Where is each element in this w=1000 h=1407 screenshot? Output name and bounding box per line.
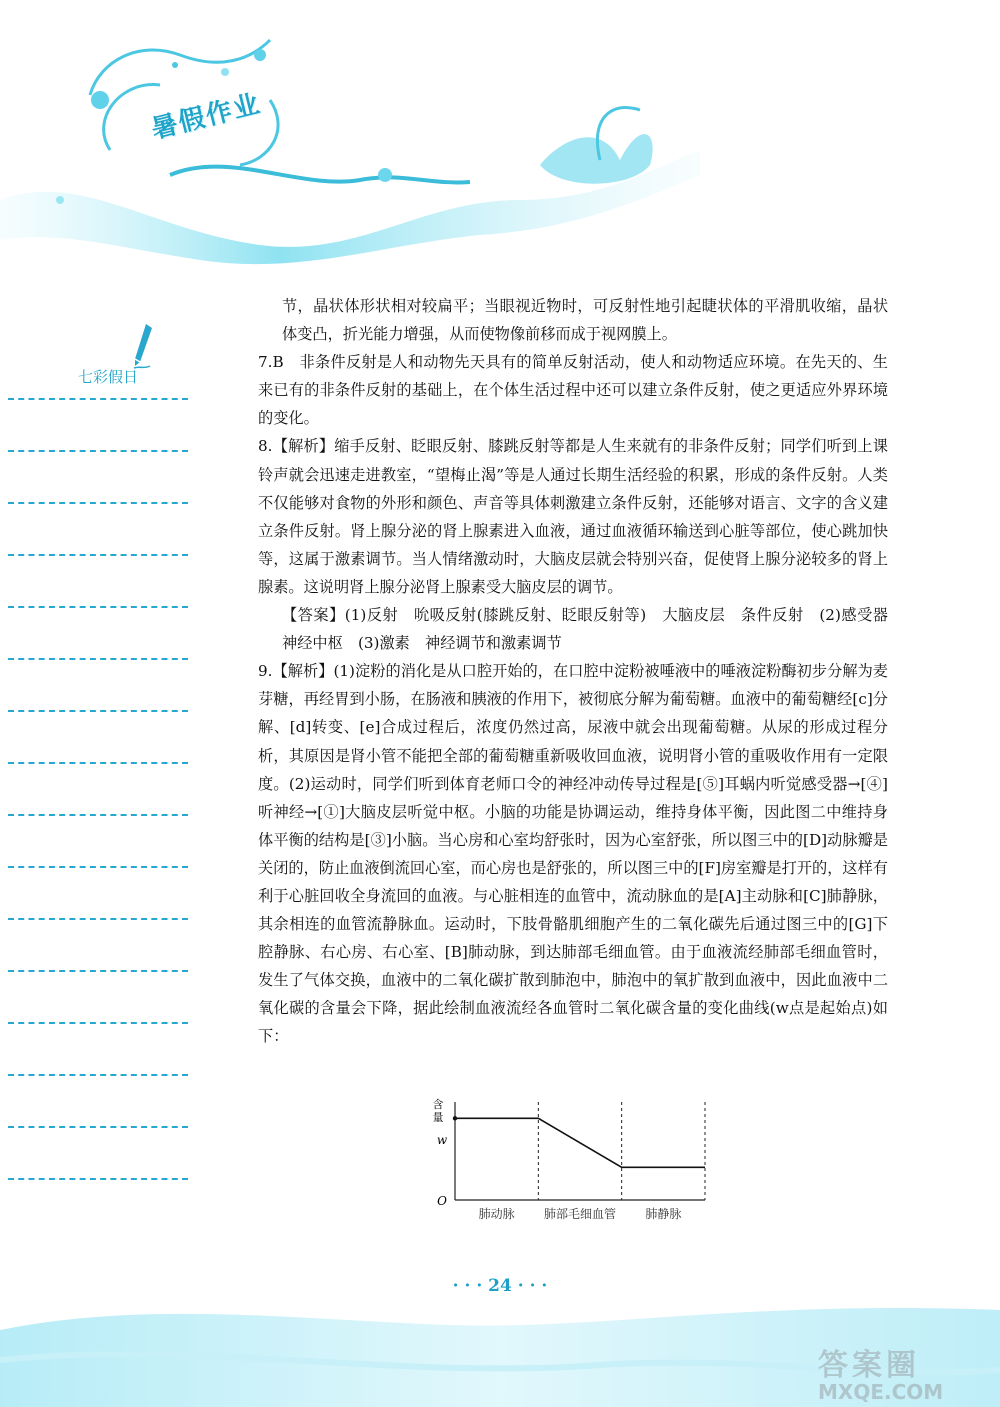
note-line bbox=[8, 970, 188, 972]
page-dots-left: · · · bbox=[452, 1276, 483, 1296]
header-decoration bbox=[0, 0, 1000, 270]
x-category-label: 肺静脉 bbox=[645, 1207, 682, 1221]
note-line bbox=[8, 918, 188, 920]
note-line bbox=[8, 814, 188, 816]
origin-label: O bbox=[437, 1194, 447, 1208]
header-title: 暑假作业 bbox=[148, 88, 265, 146]
watermark-logo bbox=[818, 1340, 988, 1402]
watermark-top: 答案圈 bbox=[818, 1348, 920, 1383]
note-line bbox=[8, 1022, 188, 1024]
y-axis-label: 含 bbox=[432, 1098, 444, 1111]
x-category-label: 肺动脉 bbox=[478, 1207, 515, 1221]
x-category-label: 肺部毛细血管 bbox=[543, 1207, 617, 1221]
note-line bbox=[8, 710, 188, 712]
co2-curve bbox=[455, 1118, 705, 1167]
note-line bbox=[8, 866, 188, 868]
note-line bbox=[8, 658, 188, 660]
paragraph-continuation: 节，晶状体形状相对较扁平；当眼视近物时，可反射性地引起睫状体的平滑肌收缩，晶状体变凸，折光能力增强，从而使物像前移而成于视网膜上。 bbox=[282, 297, 888, 344]
graph-axes bbox=[455, 1102, 705, 1200]
page-dots-right: · · · bbox=[517, 1276, 548, 1296]
start-point-w bbox=[453, 1116, 457, 1120]
page-number: 24 bbox=[488, 1276, 512, 1296]
paragraph-answer-8-key: 【答案】(1)反射 吮吸反射(膝跳反射、眨眼反射等) 大脑皮层 条件反射 (2)感受器 神经中枢 (3)激素 神经调节和激素调节 bbox=[282, 606, 904, 653]
note-line bbox=[8, 606, 188, 608]
paragraph-answer-9-analysis: 9.【解析】(1)淀粉的消化是从口腔开始的，在口腔中淀粉被唾液中的唾液淀粉酶初步分解为麦芽糖，再经胃到小肠，在肠液和胰液的作用下，被彻底分解为葡萄糖。血液中的葡萄糖经[c]分解、[d]转变、[e]合成过程后，浓度仍然过高，尿液中就会出现葡萄糖。从尿的形成过程分析，其原因是肾小管不能把全部的葡萄糖重新吸收回血液，说明肾小管的重吸收作用有一定限度。(2)运动时，同学们听到体育老师口令的神经冲动传导过程是[⑤]耳蜗内听觉感受器→[④]听神经→[①]大脑皮层听觉中枢。小脑的功能是协调运动，维持身体平衡，因此图二中维持身体平衡的结构是[③]小脑。当心房和心室均舒张时，因为心室舒张，所以图三中的[D]动脉瓣是关闭的，防止血液倒流回心室，而心房也是舒张的，所以图三中的[F]房室瓣是打开的，这样有利于心脏回收全身流回的血液。与心脏相连的血管中，流动脉血的是[A]主动脉和[C]肺静脉，其余相连的血管流静脉血。运动时，下肢骨骼肌细胞产生的二氧化碳先后通过图三中的[G]下腔静脉、右心房、右心室、[B]肺动脉，到达肺部毛细血管。由于血液流经肺部毛细血管时，发生了气体交换，血液中的二氧化碳扩散到肺泡中，肺泡中的氧扩散到血液中，因此血液中二氧化碳的含量会下降，据此绘制血液流经各血管时二氧化碳含量的变化曲线(w点是起始点)如下： bbox=[258, 662, 888, 1046]
graph-xlabels bbox=[479, 1206, 682, 1221]
answer-text bbox=[258, 292, 904, 1051]
paragraph-answer-7: 7.B 非条件反射是人和动物先天具有的简单反射活动，使人和动物适应环境。在先天的、生来已有的非条件反射的基础上，在个体生活过程中还可以建立条件反射，使之更适应外界环境的变化。 bbox=[258, 353, 888, 428]
w-tick-label: w bbox=[436, 1133, 448, 1147]
y-axis-label-2: 量 bbox=[432, 1111, 444, 1124]
note-line bbox=[8, 450, 188, 452]
graph-marks bbox=[453, 1116, 705, 1167]
note-line bbox=[8, 762, 188, 764]
note-line bbox=[8, 554, 188, 556]
note-line bbox=[8, 1074, 188, 1076]
watermark-bottom: MXQE.COM bbox=[818, 1380, 944, 1404]
pen-icon bbox=[132, 322, 154, 370]
graph-dividers bbox=[538, 1102, 705, 1200]
note-line bbox=[8, 398, 188, 400]
sidebar-label: 七彩假日 bbox=[78, 368, 139, 386]
note-line bbox=[8, 502, 188, 504]
note-line bbox=[8, 1178, 188, 1180]
note-line bbox=[8, 1126, 188, 1128]
co2-content-graph bbox=[420, 1092, 720, 1227]
paragraph-answer-8-analysis: 8.【解析】缩手反射、眨眼反射、膝跳反射等都是人生来就有的非条件反射；同学们听到上课铃声就会迅速走进教室，“望梅止渴”等是人通过长期生活经验的积累，形成的条件反射。人类不仅能够对食物的外形和颜色、声音等具体刺激建立条件反射，还能够对语言、文字的含义建立条件反射。肾上腺分泌的肾上腺素进入血液，通过血液循环输送到心脏等部位，使心跳加快等，这属于激素调节。当人情绪激动时，大脑皮层就会特别兴奋，促使肾上腺分泌较多的肾上腺素。这说明肾上腺分泌肾上腺素受大脑皮层的调节。 bbox=[258, 437, 888, 596]
note-lines bbox=[8, 398, 188, 1230]
